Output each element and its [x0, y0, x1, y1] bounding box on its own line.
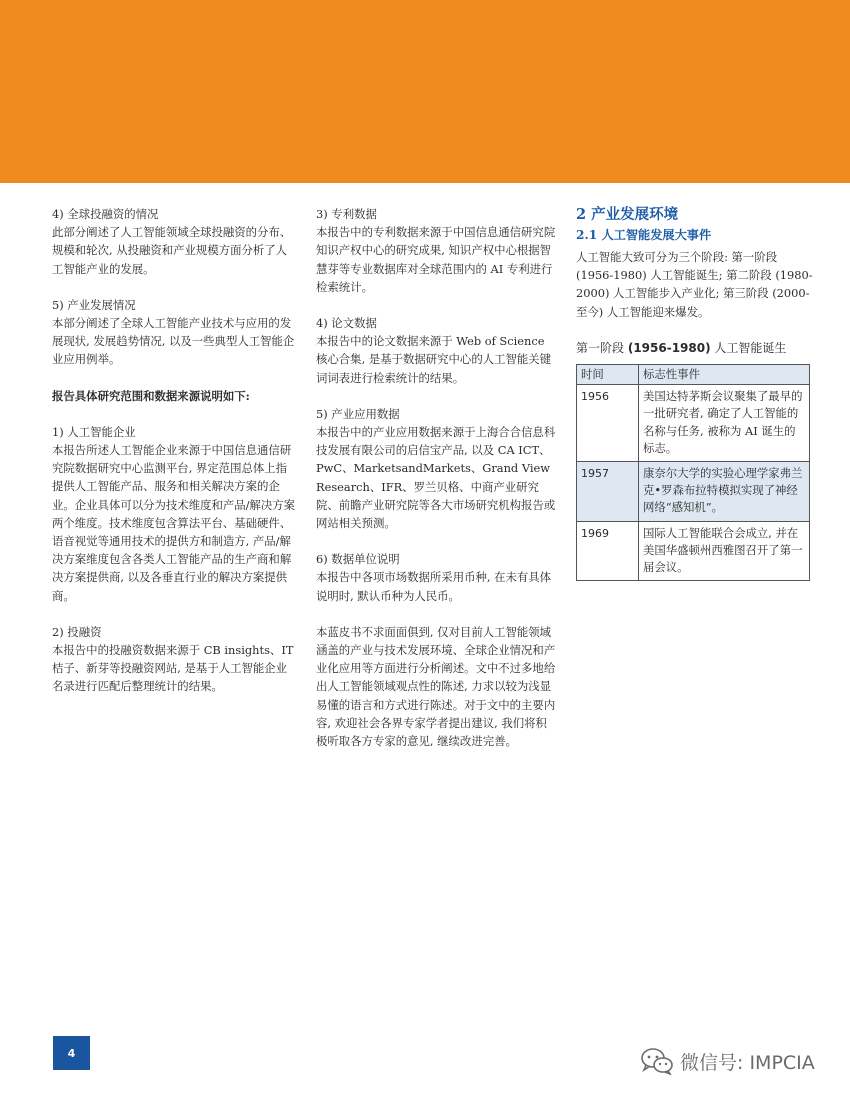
- table-header-row: [577, 365, 810, 385]
- section-heading: 6) 数据单位说明: [316, 552, 400, 567]
- section-body: 本报告中各项市场数据所采用币种, 在未有具体说明时, 默认币种为人民币。: [316, 570, 552, 603]
- section-investment-data: [52, 623, 296, 696]
- row-event: 康奈尔大学的实验心理学家弗兰克•罗森布拉特模拟实现了神经网络“感知机”。: [639, 462, 810, 522]
- subsection-title: 2.1 人工智能发展大事件: [576, 228, 712, 242]
- closing-note: [316, 623, 556, 750]
- watermark-text: 微信号: IMPCIA: [680, 1051, 815, 1074]
- section-heading: 5) 产业应用数据: [316, 406, 400, 421]
- section-industry-status: [52, 296, 296, 369]
- scope-heading: 报告具体研究范围和数据来源说明如下:: [52, 388, 250, 403]
- row-year: 1956: [577, 385, 639, 462]
- wechat-icon: [640, 1047, 674, 1075]
- section-body: 本报告中的论文数据来源于 Web of Science 核心合集, 是基于数据研究中心的人工智能关键词词表进行检索统计的结果。: [316, 334, 552, 385]
- section-body: 此部分阐述了人工智能领域全球投融资的分布、规模和轮次, 从投融资和产业规模方面分析了人工智能产业的发展。: [52, 225, 292, 276]
- row-year: 1957: [577, 462, 639, 522]
- events-table: [576, 364, 810, 581]
- table-row: [577, 385, 810, 462]
- section-heading: 2) 投融资: [52, 624, 102, 639]
- page-number-badge: 4: [53, 1036, 90, 1070]
- section-title: 2 产业发展环境: [576, 206, 679, 223]
- closing-paragraph: 本蓝皮书不求面面俱到, 仅对目前人工智能领域涵盖的产业与技术发展环境、全球企业情况和产业化应用等方面进行分析阐述。文中不过多地给出人工智能领域观点性的陈述, 力求以较为浅显易懂的语言和方式进行陈述。对于文中的主要内容, 欢迎社会各界专家学者提出建议, 我们将积极听取各方专家的意见, 继续改进完善。: [316, 624, 556, 749]
- section-body: 本报告中的专利数据来源于中国信息通信研究院知识产权中心的研究成果, 知识产权中心根据智慧芽等专业数据库对全球范围内的 AI 专利进行检索统计。: [316, 225, 556, 294]
- header-banner: [0, 0, 850, 183]
- section-unit-note: [316, 550, 556, 605]
- header-event: 标志性事件: [639, 365, 810, 385]
- section-heading: 5) 产业发展情况: [52, 297, 136, 312]
- stage-label-prefix: 第一阶段: [576, 340, 628, 355]
- column-left: [52, 205, 296, 714]
- row-year: 1969: [577, 521, 639, 581]
- section-heading: 1) 人工智能企业: [52, 424, 136, 439]
- table-row: [577, 462, 810, 522]
- row-event: 美国达特茅斯会议聚集了最早的一批研究者, 确定了人工智能的名称与任务, 被称为 AI 诞生的标志。: [639, 385, 810, 462]
- intro-paragraph: 人工智能大致可分为三个阶段: 第一阶段 (1956-1980) 人工智能诞生; 第二阶段 (1980-2000) 人工智能步入产业化; 第三阶段 (2000-至今) 人工智能迎来爆发。: [576, 250, 813, 319]
- section-body: 本报告中的投融资数据来源于 CB insights、IT 桔子、新芽等投融资网站, 是基于人工智能企业名录进行匹配后整理统计的结果。: [52, 643, 294, 694]
- section-heading: 4) 论文数据: [316, 316, 377, 331]
- column-middle: [316, 205, 556, 768]
- stage-label: [576, 339, 816, 357]
- section-heading: 3) 专利数据: [316, 207, 377, 221]
- stage-label-suffix: 人工智能诞生: [710, 340, 787, 355]
- section-global-investment: [52, 205, 296, 278]
- section-paper-data: [316, 314, 556, 387]
- row-event: 国际人工智能联合会成立, 并在美国华盛顿州西雅图召开了第一届会议。: [639, 521, 810, 581]
- section-application-data: [316, 405, 556, 532]
- section-patent-data: [316, 205, 556, 296]
- section-body: 本报告所述人工智能企业来源于中国信息通信研究院数据研究中心监测平台, 界定范围总体上指提供人工智能产品、服务和相关解决方案的企业。企业具体可以分为技术维度和产品/解决方案两个维度。技术维度包含算法平台、基础硬件、语音视觉等通用技术的提供方和制造方, 产品/解决方案维度包含各类人工智能产品的生产商和解决方案提供商, 以及各垂直行业的解决方案提供商。: [52, 443, 296, 603]
- section-heading: 4) 全球投融资的情况: [52, 207, 159, 221]
- column-right: [576, 205, 816, 357]
- header-time: 时间: [577, 365, 639, 385]
- section-body: 本部分阐述了全球人工智能产业技术与应用的发展现状, 发展趋势情况, 以及一些典型人工智能企业应用例举。: [52, 316, 295, 367]
- table-row: [577, 521, 810, 581]
- watermark: [640, 1046, 815, 1076]
- stage-label-years: (1956-1980): [627, 340, 711, 355]
- section-ai-enterprises: [52, 423, 296, 605]
- section-body: 本报告中的产业应用数据来源于上海合合信息科技发展有限公司的启信宝产品, 以及 CA ICT、PwC、MarketsandMarkets、Grand View Research、IFR、罗兰贝格、中商产业研究院、前瞻产业研究院等各大市场研究机构报告或网站相关预测。: [316, 425, 556, 531]
